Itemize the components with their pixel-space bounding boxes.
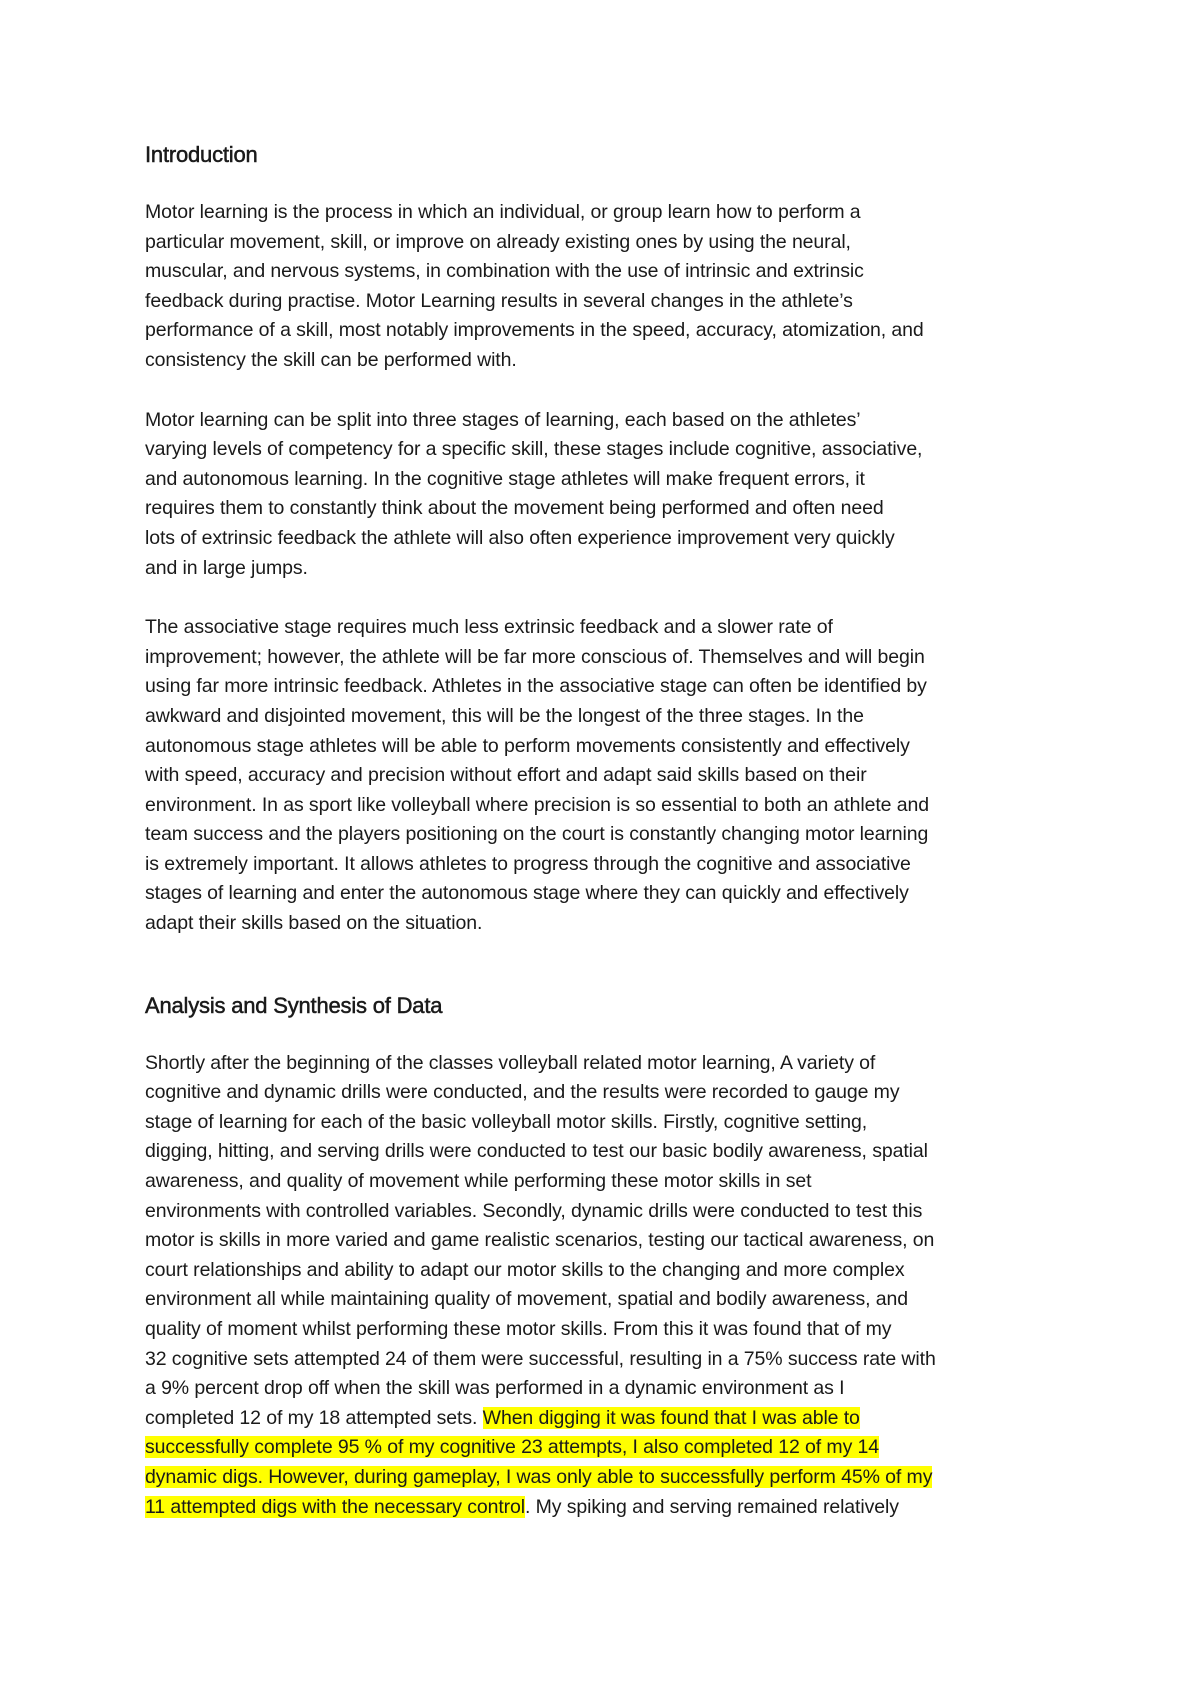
analysis-text-before: Shortly after the beginning of the classes volleyball related motor learning, A variety of cognitive and dynamic drills were conducted, and the results were recorded to gauge my stage of learning for each of the basic volleyball motor skills. Firstly, cognitive setting, digging, hitting, and serving drills were conducted to test our basic bodily awareness, spatial awareness, and quality of movement while performing these motor skills in set environments with controlled variables. Secondly, dynamic drills were conducted to test this motor is skills in more varied and game realistic scenarios, testing our tactical awareness, on court relationships and ability to adapt our motor skills to the changing and more complex environment all while maintaining quality of movement, spatial and bodily awareness, and quality of moment whilst performing these motor skills. From this it was found that of my 32 cognitive sets attempted 24 of them were successful, resulting in a 75% success rate with a 9% percent drop off when the skill was performed in a dynamic environment as I completed 12 of my 18 attempted sets. <box>145 1051 936 1429</box>
analysis-heading: Analysis and Synthesis of Data <box>145 992 443 1018</box>
document-page <box>145 140 1075 1522</box>
analysis-paragraph <box>145 1049 1075 1523</box>
analysis-text-after: . My spiking and serving remained relatively <box>525 1495 899 1518</box>
highlighted-text: When digging it was found that I was able to successfully complete 95 % of my cognitive 23 attempts, I also completed 12 of my 14 dynamic digs. However, during gameplay, I was only able to successfully perform 45% of my 11 attempted digs with the necessary control <box>145 1406 933 1518</box>
intro-paragraph-1: Motor learning is the process in which an individual, or group learn how to perform a particular movement, skill, or improve on already existing ones by using the neural, muscular, and nervous systems, in combination with the use of intrinsic and extrinsic feedback during practise. Motor Learning results in several changes in the athlete’s performance of a skill, most notably improvements in the speed, accuracy, atomization, and consistency the skill can be performed with. <box>145 201 924 371</box>
introduction-heading: Introduction <box>145 142 258 167</box>
intro-paragraph-3: The associative stage requires much less extrinsic feedback and a slower rate of improvement; however, the athlete will be far more conscious of. Themselves and will begin using far more intrinsic feedback. Athletes in the associative stage can often be identified by awkward and disjointed movement, this will be the longest of the three stages. In the autonomous stage athletes will be able to perform movements consistently and effectively with speed, accuracy and precision without effort and adapt said skills based on their environment. In as sport like volleyball where precision is so essential to both an athlete and team success and the players positioning on the court is constantly changing motor learning is extremely important. It allows athletes to progress through the cognitive and associative stages of learning and enter the autonomous stage where they can quickly and effectively adapt their skills based on the situation. <box>145 616 929 935</box>
intro-paragraph-2: Motor learning can be split into three stages of learning, each based on the athletes’ varying levels of competency for a specific skill, these stages include cognitive, associative, and autonomous learning. In the cognitive stage athletes will make frequent errors, it requires them to constantly think about the movement being performed and often need lots of extrinsic feedback the athlete will also often experience improvement very quickly and in large jumps. <box>145 408 923 579</box>
